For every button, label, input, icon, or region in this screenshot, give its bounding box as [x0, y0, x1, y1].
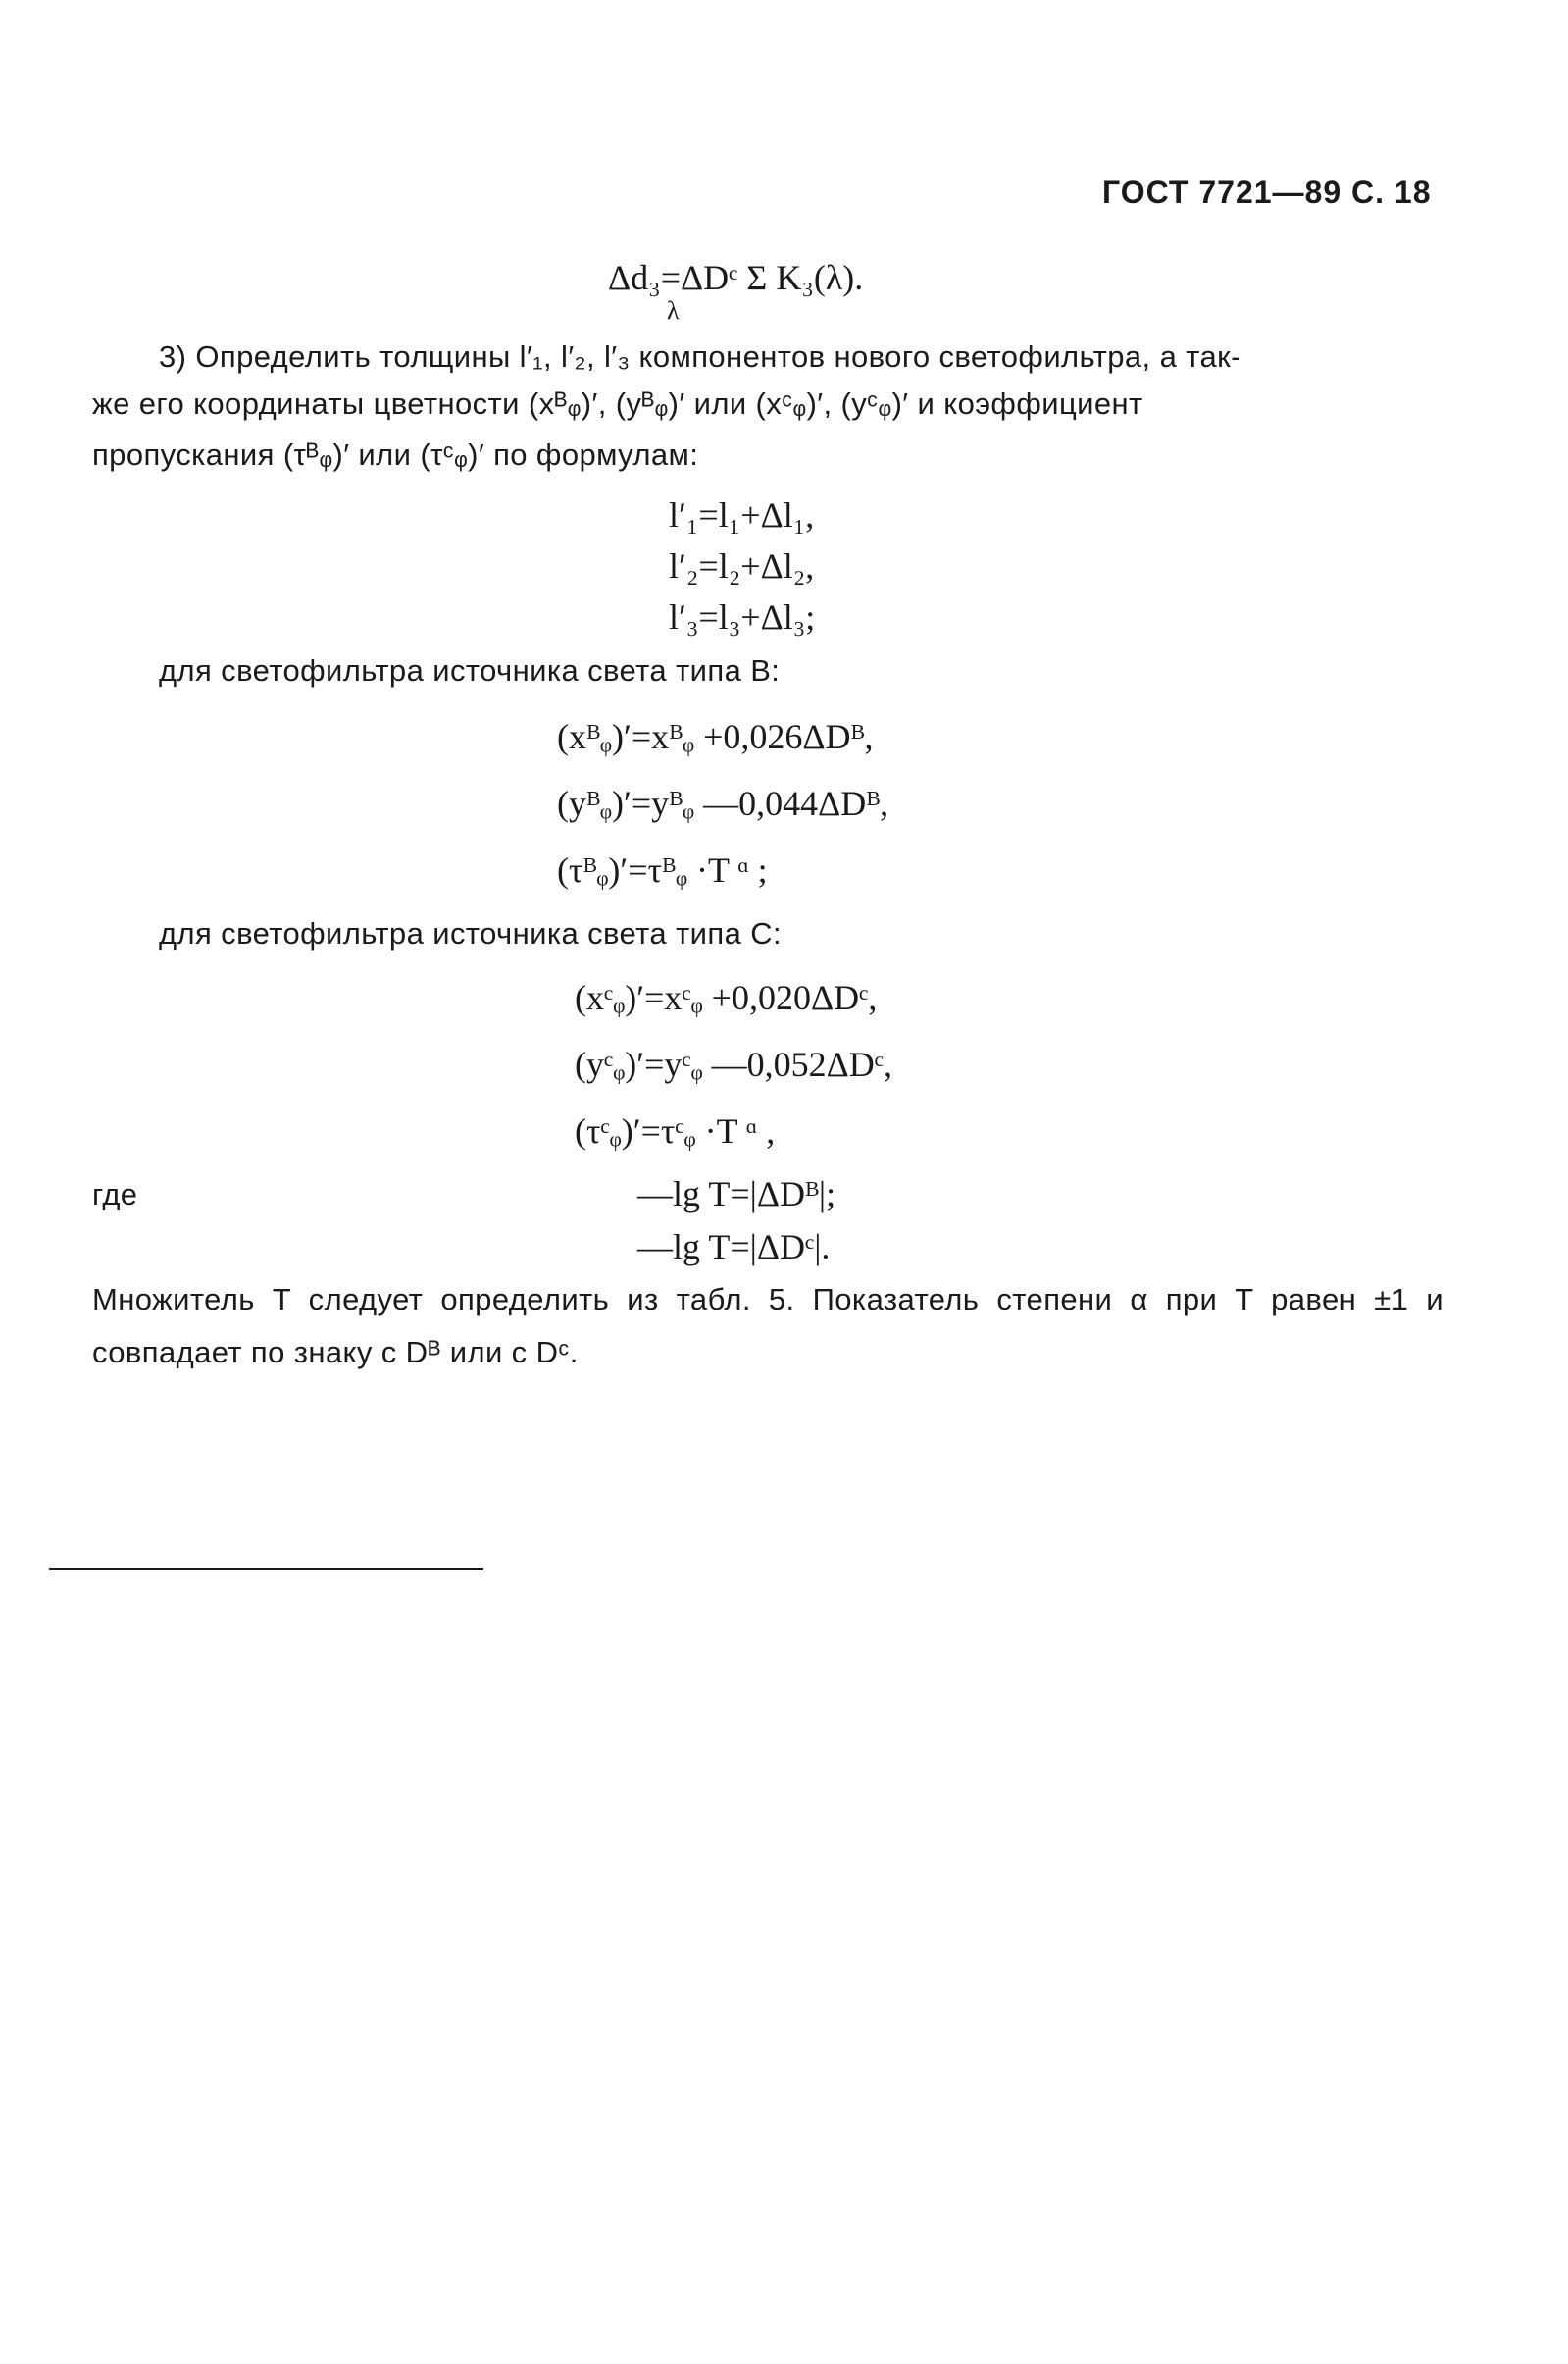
formula-lgB: —lg T=|ΔDᴮ|; [637, 1174, 836, 1213]
formula-lgC: —lg T=|ΔDᶜ|. [637, 1227, 831, 1266]
heading-source-B: для светофильтра источника света типа В: [159, 653, 781, 688]
formula-yC: (yᶜᵩ)′=yᶜᵩ —0,052ΔDᶜ, [575, 1045, 893, 1084]
formula-xC: (xᶜᵩ)′=xᶜᵩ +0,020ΔDᶜ, [575, 978, 878, 1017]
formula-yB: (yᴮᵩ)′=yᴮᵩ —0,044ΔDᴮ, [557, 784, 889, 823]
formula-tauB: (τᴮᵩ)′=τᴮᵩ ·T ᵅ ; [557, 850, 768, 890]
label-where: где [92, 1177, 138, 1211]
formula-sum-index: λ [667, 296, 680, 325]
formula-l2: l′₂=l₂+Δl₂, [669, 546, 815, 586]
formula-xB: (xᴮᵩ)′=xᴮᵩ +0,026ΔDᴮ, [557, 717, 874, 756]
page-header: ГОСТ 7721—89 С. 18 [1102, 175, 1432, 210]
formula-tauC: (τᶜᵩ)′=τᶜᵩ ·T ᵅ , [575, 1111, 776, 1151]
formula-delta-d3: Δd₃=ΔDᶜ Σ K₃(λ). [608, 258, 864, 297]
footnote-rule [49, 1568, 483, 1570]
formula-l3: l′₃=l₃+Δl₃; [669, 597, 816, 637]
item3-line3: пропускания (τᴮᵩ)′ или (τᶜᵩ)′ по формулам: [92, 437, 699, 472]
item3-line1: 3) Определить толщины l′₁, l′₂, l′₃ компонентов нового светофильтра, а так- [159, 339, 1241, 374]
heading-source-C: для светофильтра источника света типа С: [159, 916, 783, 951]
formula-l1: l′₁=l₁+Δl₁, [669, 495, 815, 535]
note-multiplier: Множитель T следует определить из табл. 5. Показатель степени α при T равен ±1 и совпадает по знаку с Dᴮ или с Dᶜ. [92, 1282, 1443, 1369]
item3-line2: же его координаты цветности (xᴮᵩ)′, (yᴮᵩ)′ или (xᶜᵩ)′, (yᶜᵩ)′ и коэффициент [92, 386, 1143, 421]
